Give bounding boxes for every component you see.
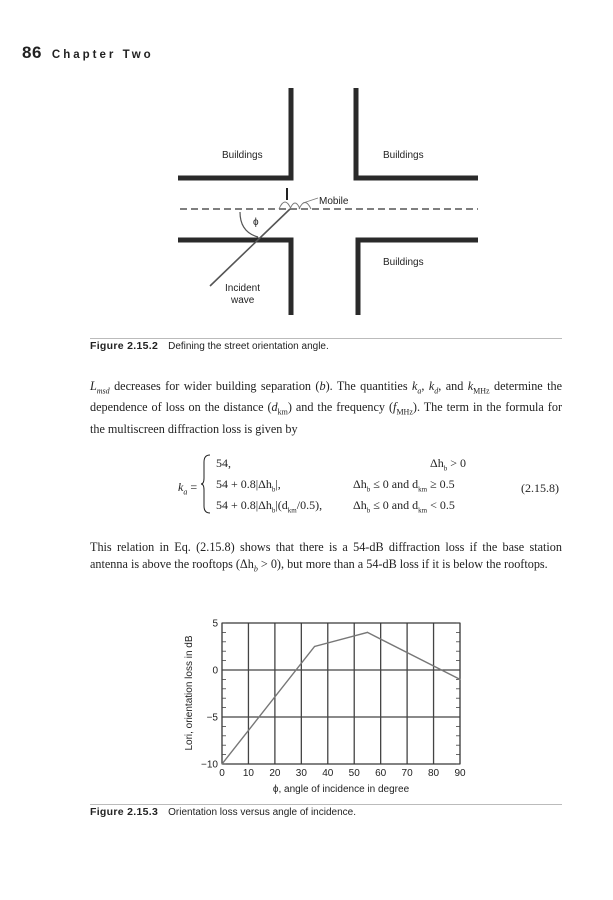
x-tick-label: 80	[427, 768, 440, 779]
x-tick-label: 50	[348, 768, 360, 779]
y-minor-ticks	[222, 623, 460, 764]
equation-condition-1: $\Delta h_b > 0$	[430, 456, 466, 473]
running-header	[22, 43, 154, 63]
data-point	[314, 646, 315, 647]
chart-ylabel: Lori, orientation loss in dB	[184, 635, 195, 751]
x-tick-labels	[219, 768, 466, 779]
x-tick-label: 40	[322, 768, 334, 779]
y-tick-label: 0	[212, 665, 218, 677]
x-tick-label: 90	[454, 768, 466, 779]
label-phi: ϕ	[253, 217, 259, 228]
mobile-wave-arcs	[279, 202, 311, 209]
equation-case-2: $54 + 0.8|\Delta h_b|$,	[216, 477, 281, 494]
incident-wave-line	[210, 209, 290, 286]
data-point	[459, 679, 460, 680]
figure-2-15-3-caption	[90, 806, 356, 818]
x-tick-label: 10	[242, 768, 255, 779]
y-tick-label: 5	[212, 618, 218, 630]
figure-caption-text: Orientation loss versus angle of incidence.	[168, 807, 356, 818]
y-tick-labels	[201, 619, 218, 771]
paragraph-msd: $L_{msd}$ decreases for wider building separation (b). The quantities $k_a$, $k_d$, and $k_{MHz}$ determine the dependence of loss on the distance $(d_{km})$ and the frequency $(f_{MHz})$. The term in the formula for the multiscreen diffraction loss is given by	[90, 379, 563, 436]
x-tick-label: 30	[295, 768, 307, 779]
series-points	[221, 632, 460, 765]
figure-label: Figure 2.15.3	[90, 806, 159, 818]
data-point	[367, 632, 368, 633]
y-tick-label: −10	[201, 759, 218, 771]
page-number: 86	[22, 43, 42, 62]
figure-2-15-2-caption	[90, 340, 329, 352]
y-tick-label: −5	[206, 712, 218, 724]
figure-2-15-2-rule	[90, 338, 562, 339]
equation-case-3: $54 + 0.8|\Delta h_b|(d_{km}/0.5)$,	[216, 498, 323, 515]
x-tick-label: 60	[375, 768, 387, 779]
orientation-loss-chart	[170, 610, 480, 800]
chapter-title: Chapter Two	[51, 49, 154, 61]
orientation-loss-series	[222, 632, 460, 764]
equation-lhs: $k_a$ =	[178, 480, 198, 497]
label-buildings-tr: Buildings	[383, 150, 424, 161]
equation-number: (2.15.8)	[521, 481, 559, 495]
building-bottom-right-wall	[358, 240, 478, 315]
x-tick-label: 70	[401, 768, 413, 779]
equation-case-1: 54,	[216, 456, 231, 470]
figure-caption-text: Defining the street orientation angle.	[168, 341, 329, 352]
data-point	[221, 763, 222, 764]
label-mobile: Mobile	[319, 196, 349, 207]
mobile-pointer	[303, 198, 318, 203]
chart-xlabel: ϕ, angle of incidence in degree	[272, 784, 410, 795]
building-top-right-wall	[356, 88, 478, 178]
equation-2-15-8	[0, 450, 613, 520]
figure-2-15-3-rule	[90, 804, 562, 805]
chart-grid	[222, 623, 460, 764]
label-buildings-br: Buildings	[383, 257, 424, 268]
equation-condition-2: $\Delta h_b \le 0$ and $d_{km} \ge 0.5$	[353, 477, 455, 494]
x-tick-label: 0	[219, 768, 225, 779]
equation-condition-3: $\Delta h_b \le 0$ and $d_{km} < 0.5$	[353, 498, 455, 515]
chart-plot-area	[222, 623, 460, 764]
figure-label: Figure 2.15.2	[90, 340, 159, 352]
equation-brace	[200, 454, 212, 514]
label-wave: wave	[231, 295, 255, 306]
paragraph-diffraction: This relation in Eq. (2.15.8) shows that there is a 54-dB diffraction loss if the base station antenna is above the rooftops $(\Delta h_b > 0)$, but more than a 54-dB loss if it is below the rooftops.	[90, 540, 562, 574]
x-tick-label: 20	[269, 768, 281, 779]
label-incident: Incident	[225, 283, 261, 294]
street-orientation-diagram	[170, 80, 490, 315]
building-top-left-wall	[178, 88, 291, 178]
label-buildings-tl: Buildings	[222, 150, 263, 161]
